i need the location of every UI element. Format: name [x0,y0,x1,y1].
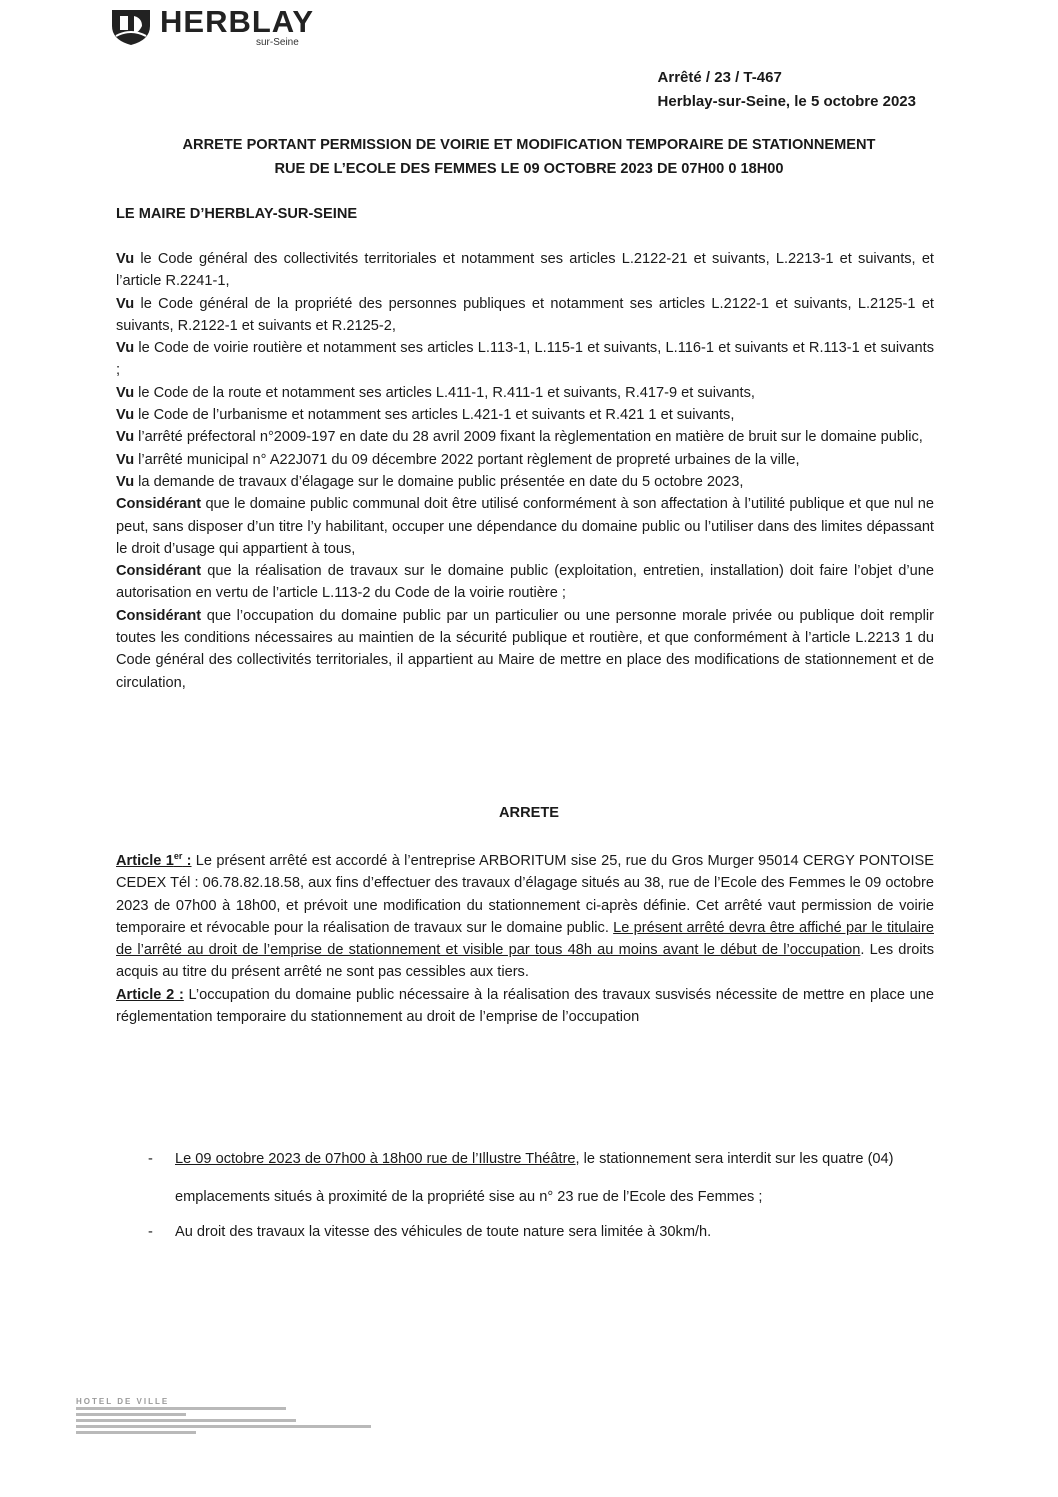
footer-line [76,1413,186,1416]
dash-bullet: - [148,1151,153,1167]
consideration-lead: Vu [116,407,135,424]
article-2-heading: Article 2 : [116,986,184,1003]
consideration-text: le Code général de la propriété des personnes publiques et notamment ses articles L.2122-1 et suivants, L.2125-1 et suivants, R.2122-1 et suivants et R.2125-2, [116,295,934,334]
consideration-lead: Vu [116,251,135,267]
dash-bullet: - [148,1224,153,1240]
consideration-text: le Code général des collectivités territoriales et notamment ses articles L.2122-21 et suivants, L.2213-1 et suivants, et l’article R.2241-1, [116,251,934,290]
title-line-2: RUE DE L’ECOLE DES FEMMES LE 09 OCTOBRE 2023 DE 07H00 0 18H00 [274,161,784,177]
footer-line [76,1419,296,1422]
footer-title: HOTEL DE VILLE [76,1397,170,1406]
consideration-item [116,248,934,293]
consideration-lead: Vu [116,451,135,468]
title-line-1: ARRETE PORTANT PERMISSION DE VOIRIE ET MODIFICATION TEMPORAIRE DE STATIONNEMENT [182,137,876,153]
article-2-text: L’occupation du domaine public nécessaire à la réalisation des travaux susvisés nécessite de mettre en place une réglementation temporaire du stationnement au droit de l’emprise de l’occupation [116,986,934,1026]
footer-line [76,1431,196,1434]
consideration-item [116,337,934,382]
mayor-heading: LE MAIRE D’HERBLAY-SUR-SEINE [116,206,358,222]
consideration-text: que le domaine public communal doit être utilisé conformément à son affectation à l’utilité publique et que nul ne peut, sans disposer d’un titre l’y habilitant, occuper une dépendance du domaine public ou l’utiliser dans des limites dépassant le droit d’usage qui appartient à tous, [116,496,934,557]
consideration-lead: Vu [116,384,135,401]
decree-reference: Arrêté / 23 / T-467 [657,69,782,86]
consideration-item [116,493,934,560]
place-date: Herblay-sur-Seine, le 5 octobre 2023 [657,93,916,110]
consideration-lead: Considérant [116,563,202,580]
arrete-heading: ARRETE [499,805,559,821]
city-subtitle: sur-Seine [256,37,299,48]
measure-1-text: , le stationnement sera interdit sur les quatre (04) emplacements situés à proximité de la propriété sise au n° 23 rue de l’Ecole des Femmes ; [175,1151,894,1205]
consideration-text: que la réalisation de travaux sur le domaine public (exploitation, entretien, installation) doit faire l’objet d’une autorisation en vertu de l’article L.113-2 du Code de la voirie routière ; [116,563,934,602]
reference-block [658,66,916,114]
consideration-lead: Vu [116,429,135,446]
city-logo [108,4,338,48]
consideration-item [116,404,934,426]
consideration-item [116,382,934,404]
consideration-text: le Code de l’urbanisme et notamment ses articles L.421-1 et suivants et R.421 1 et suivants, [134,407,735,424]
consideration-text: que l’occupation du domaine public par un particulier ou une personne morale privée ou publique doit remplir toutes les conditions nécessaires au maintien de la sécurité publique et routière, et que conformément à l’article L.2213 1 du Code général des collectivités territoriales, il appartient au Maire de mettre en place des modifications de stationnement et de circulation, [116,607,934,691]
article-1-heading: Article 1er : [116,851,192,869]
articles [116,850,934,1028]
city-name: HERBLAY [160,4,314,39]
consideration-text: le Code de la route et notamment ses articles L.411-1, R.411-1 et suivants, R.417-9 et suivants, [134,384,755,401]
consideration-item [116,293,934,338]
article-1 [116,850,934,984]
city-crest-icon [108,6,154,46]
consideration-lead: Considérant [116,607,202,624]
consideration-text: la demande de travaux d’élagage sur le domaine public présentée en date du 5 octobre 2023, [134,473,744,490]
measure-item [148,1221,934,1243]
considerations-list [116,248,934,694]
consideration-item [116,471,934,493]
measure-2-text: Au droit des travaux la vitesse des véhicules de toute nature sera limitée à 30km/h. [175,1224,712,1240]
consideration-text: le Code de voirie routière et notamment ses articles L.113-1, L.115-1 et suivants, L.116-1 et suivants et R.113-1 et suivants ; [116,340,934,379]
consideration-text: l’arrêté préfectoral n°2009-197 en date du 28 avril 2009 fixant la règlementation en matière de bruit sur le domaine public, [134,429,923,446]
measures-list [148,1140,934,1243]
footer-line [76,1407,286,1410]
consideration-item [116,426,934,448]
consideration-lead: Vu [116,295,135,312]
footer-address-block [76,1397,376,1437]
consideration-lead: Vu [116,473,135,490]
consideration-item [116,560,934,605]
measure-1-when-where: Le 09 octobre 2023 de 07h00 à 18h00 rue de l’Illustre Théâtre [175,1151,576,1167]
consideration-text: l’arrêté municipal n° A22J071 du 09 décembre 2022 portant règlement de propreté urbaines de la ville, [134,451,800,468]
consideration-lead: Vu [116,340,135,357]
article-1-text-a: Le présent arrêté est accordé à l’entreprise ARBORITUM sise 25, rue du Gros Murger 95014 CERGY PONTOISE CEDEX Tél : 06.78.82.18.58, aux fins d’effectuer des travaux d’élagage situés au 38, rue de l’Ecole des Femmes le 09 octobre 2023 de 07h00 à 18h00, et prévoit une modification du stationnement ci-après définie. Cet arrêté vaut permission de voirie temporaire et révocable pour la réalisation de travaux sur le domaine public. [116,853,934,936]
article-1-display-notice: Le présent arrêté devra être affiché par le titulaire de l’arrêté au droit de l’emprise de stationnement et visible par tous 48h au moins avant le début de l’occupation [116,919,934,959]
article-2 [116,984,934,1029]
article-1-text-b: . Les droits acquis au titre du présent arrêté ne sont pas cessibles aux tiers. [116,942,934,981]
measure-item [148,1140,934,1216]
consideration-lead: Considérant [116,496,202,513]
footer-line [76,1425,371,1428]
consideration-item [116,449,934,471]
decree-title [110,133,948,181]
consideration-item [116,605,934,694]
